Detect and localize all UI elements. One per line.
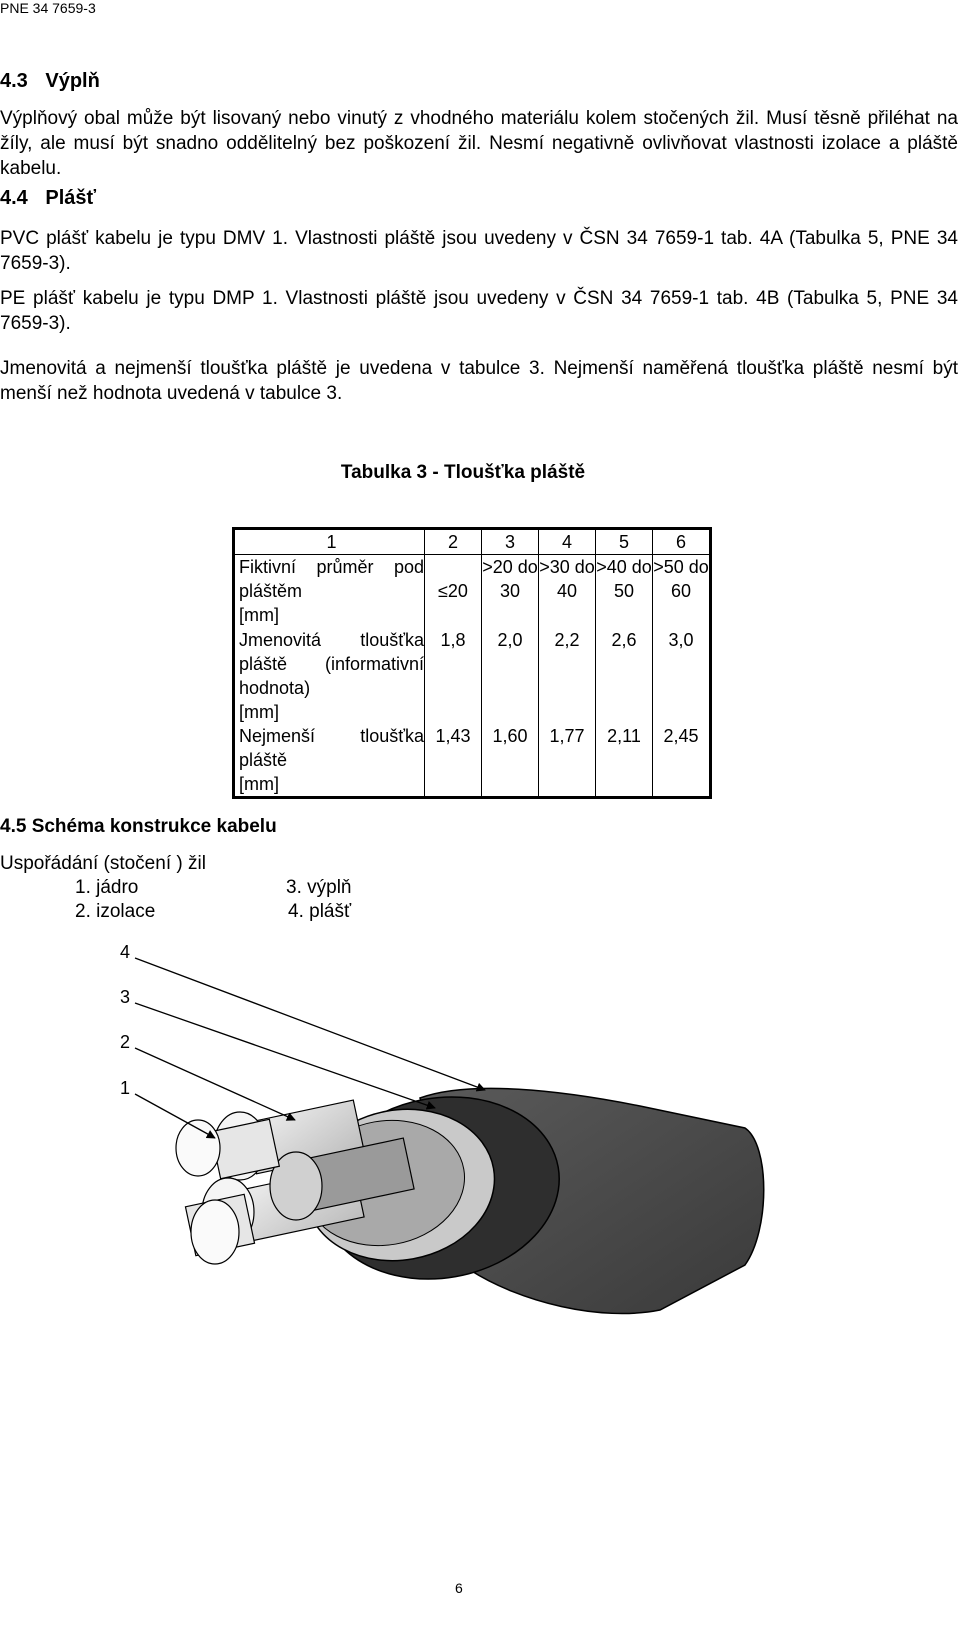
table-cell: 1,43 [425,724,482,798]
row-label [234,724,425,798]
figure-label: 4 [120,942,131,962]
leader-line-core [135,1094,215,1138]
row-label-line: Jmenovitá tloušťka [239,629,424,650]
section-4-3-heading [0,70,100,93]
thickness-table [232,527,712,799]
table-cell: >40 do 50 [596,555,653,628]
table-cell: 1,8 [425,628,482,724]
document-id: PNE 34 7659-3 [0,0,96,16]
table-cell: 2,45 [653,724,711,798]
col-number: 1 [234,529,425,555]
table-cell: ≤20 [425,555,482,628]
col-number: 5 [596,529,653,555]
row-label-line: Fiktivní průměr pod [239,557,424,577]
table-row [234,628,711,724]
leader-line-filler [135,1003,435,1108]
arrangement-intro: Uspořádání (stočení ) žil [0,853,206,874]
row-label-line: pláště [239,749,288,770]
page-number: 6 [455,1580,463,1596]
table-cell: 2,2 [539,628,596,724]
section-4-3-text: Výplňový obal může být lisovaný nebo vinutý z vhodného materiálu kolem stočených žil. Musí těsně přiléhat na žíly, ale musí být snadno oddělitelný bez poškození žil. Nesmí negativně ovlivňovat vlastnosti izolace a pláště kabelu. [0,108,958,179]
table-cell: 2,6 [596,628,653,724]
col-number: 6 [653,529,711,555]
table-cell: 2,0 [482,628,539,724]
table-cell: 1,60 [482,724,539,798]
table-cell: 2,11 [596,724,653,798]
section-title: Plášť [45,187,97,209]
figure-label: 1 [120,1078,131,1098]
table-cell: >30 do 40 [539,555,596,628]
row-label-line: [mm] [239,773,279,794]
row-label [234,555,425,628]
section-title: Výplň [45,70,100,92]
section-number: 4.4 [0,187,28,209]
row-label-line: pláště (informativní [239,653,424,674]
row-label [234,628,425,724]
table-row [234,555,711,628]
table-header-row [234,529,711,555]
section-4-5-heading: 4.5 Schéma konstrukce kabelu [0,816,277,837]
row-label-line: [mm] [239,605,279,625]
table-cell: 3,0 [653,628,711,724]
table-row [234,724,711,798]
table-cell: >20 do 30 [482,555,539,628]
legend-item: 4. plášť [288,901,352,922]
thickness-paragraph: Jmenovitá a nejmenší tloušťka pláště je uvedena v tabulce 3. Nejmenší naměřená tloušťka pláště nesmí být menší než hodnota uvedená v tabulce 3. [0,358,958,404]
leader-line-sheath [135,958,485,1090]
legend-item: 3. výplň [286,877,352,898]
col-number: 2 [425,529,482,555]
figure-label: 2 [120,1032,131,1052]
table-cell: 1,77 [539,724,596,798]
col-number: 3 [482,529,539,555]
row-label-line: pláštěm [239,581,303,601]
table-caption: Tabulka 3 - Tloušťka pláště [340,462,586,483]
row-label-line: Nejmenší tloušťka [239,725,424,746]
pe-sheath-paragraph: PE plášť kabelu je typu DMP 1. Vlastnosti pláště jsou uvedeny v ČSN 34 7659-1 tab. 4B (Tabulka 5, PNE 34 7659-3). [0,288,958,334]
section-4-4-heading [0,187,96,210]
row-label-line: hodnota) [239,677,311,698]
section-number: 4.3 [0,70,28,92]
col-number: 4 [539,529,596,555]
row-label-line: [mm] [239,701,279,722]
cable-construction-diagram [0,930,960,1330]
legend-item: 2. izolace [75,901,156,922]
legend-item: 1. jádro [75,877,139,898]
pvc-sheath-paragraph: PVC plášť kabelu je typu DMV 1. Vlastnosti pláště jsou uvedeny v ČSN 34 7659-1 tab. 4A (Tabulka 5, PNE 34 7659-3). [0,228,958,274]
table-cell: >50 do 60 [653,555,711,628]
leader-line-insulation [135,1048,295,1120]
figure-label: 3 [120,987,131,1007]
